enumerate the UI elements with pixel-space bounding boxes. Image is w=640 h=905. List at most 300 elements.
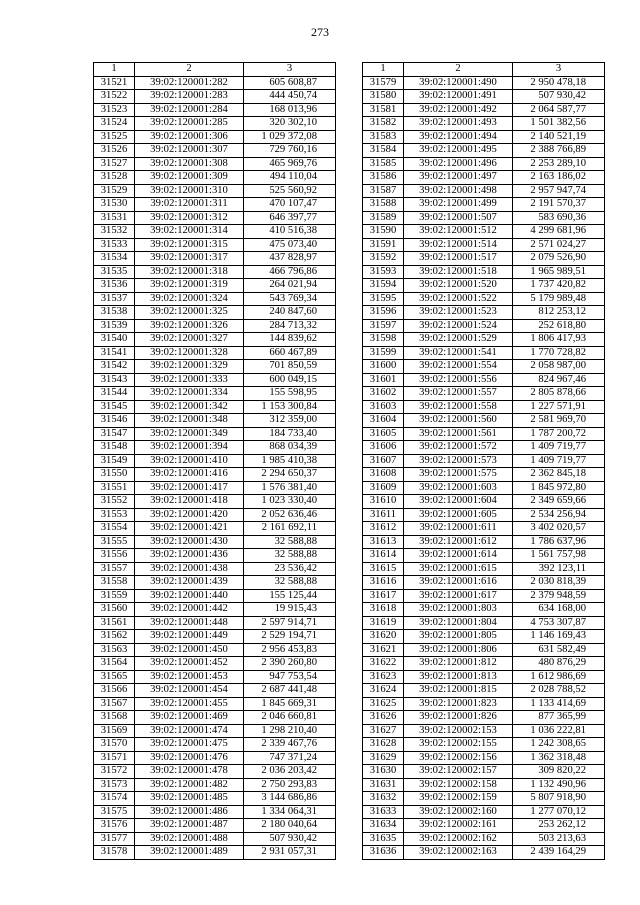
row-number: 31626 (363, 711, 404, 725)
cadastral-value: 1 227 571,91 (513, 400, 605, 414)
cadastral-number: 39:02:120001:319 (135, 279, 244, 293)
row-number: 31562 (94, 630, 135, 644)
cadastral-number: 39:02:120001:326 (135, 319, 244, 333)
cadastral-number: 39:02:120001:394 (135, 441, 244, 455)
cadastral-number: 39:02:120001:410 (135, 454, 244, 468)
cadastral-value: 144 839,62 (244, 333, 336, 347)
table-row (363, 778, 605, 792)
row-number: 31592 (363, 252, 404, 266)
row-number: 31564 (94, 657, 135, 671)
cadastral-number: 39:02:120001:439 (135, 576, 244, 590)
cadastral-number: 39:02:120001:612 (404, 535, 513, 549)
row-number: 31567 (94, 697, 135, 711)
cadastral-value: 480 876,29 (513, 657, 605, 671)
cadastral-value: 312 359,00 (244, 414, 336, 428)
row-number: 31615 (363, 562, 404, 576)
table-row (94, 792, 336, 806)
row-number: 31553 (94, 508, 135, 522)
row-number: 31604 (363, 414, 404, 428)
column-header-number: 1 (94, 63, 135, 77)
row-number: 31531 (94, 211, 135, 225)
cadastral-value: 1 612 986,69 (513, 670, 605, 684)
cadastral-value: 824 967,46 (513, 373, 605, 387)
row-number: 31522 (94, 90, 135, 104)
cadastral-number: 39:02:120001:823 (404, 697, 513, 711)
page-number: 273 (311, 25, 329, 39)
cadastral-number: 39:02:120001:518 (404, 265, 513, 279)
row-number: 31539 (94, 319, 135, 333)
row-number: 31631 (363, 778, 404, 792)
cadastral-number: 39:02:120001:604 (404, 495, 513, 509)
row-number: 31586 (363, 171, 404, 185)
row-number: 31619 (363, 616, 404, 630)
table-row (363, 495, 605, 509)
cadastral-value: 284 713,32 (244, 319, 336, 333)
row-number: 31561 (94, 616, 135, 630)
table-row (94, 738, 336, 752)
cadastral-value: 2 956 453,83 (244, 643, 336, 657)
table-row (94, 468, 336, 482)
cadastral-number: 39:02:120001:487 (135, 819, 244, 833)
row-number: 31606 (363, 441, 404, 455)
row-number: 31620 (363, 630, 404, 644)
row-number: 31636 (363, 846, 404, 860)
table-row (363, 454, 605, 468)
table-row (363, 562, 605, 576)
cadastral-value: 410 516,38 (244, 225, 336, 239)
cadastral-value: 465 969,76 (244, 157, 336, 171)
cadastral-number: 39:02:120001:334 (135, 387, 244, 401)
table-row (94, 454, 336, 468)
cadastral-value: 947 753,54 (244, 670, 336, 684)
row-number: 31532 (94, 225, 135, 239)
row-number: 31598 (363, 333, 404, 347)
cadastral-value: 1 787 200,72 (513, 427, 605, 441)
table-row (363, 589, 605, 603)
table-row (363, 265, 605, 279)
row-number: 31529 (94, 184, 135, 198)
cadastral-number: 39:02:120001:614 (404, 549, 513, 563)
cadastral-value: 155 598,95 (244, 387, 336, 401)
table-row (94, 630, 336, 644)
cadastral-value: 2 079 526,90 (513, 252, 605, 266)
cadastral-value: 729 760,16 (244, 144, 336, 158)
cadastral-value: 2 529 194,71 (244, 630, 336, 644)
cadastral-number: 39:02:120001:421 (135, 522, 244, 536)
cadastral-value: 2 064 587,77 (513, 103, 605, 117)
cadastral-value: 23 536,42 (244, 562, 336, 576)
table-row (363, 360, 605, 374)
table-row (363, 508, 605, 522)
cadastral-value: 2 046 660,81 (244, 711, 336, 725)
table-row (94, 346, 336, 360)
table-row (363, 306, 605, 320)
table-row (363, 184, 605, 198)
cadastral-value: 1 770 728,82 (513, 346, 605, 360)
row-number: 31591 (363, 238, 404, 252)
row-number: 31602 (363, 387, 404, 401)
cadastral-number: 39:02:120001:804 (404, 616, 513, 630)
cadastral-number: 39:02:120001:489 (135, 846, 244, 860)
table-row (94, 832, 336, 846)
row-number: 31617 (363, 589, 404, 603)
cadastral-number: 39:02:120001:449 (135, 630, 244, 644)
table-row (94, 76, 336, 90)
row-number: 31533 (94, 238, 135, 252)
cadastral-value: 1 845 972,80 (513, 481, 605, 495)
row-number: 31578 (94, 846, 135, 860)
table-row (94, 252, 336, 266)
cadastral-number: 39:02:120001:523 (404, 306, 513, 320)
cadastral-value: 2 390 260,80 (244, 657, 336, 671)
cadastral-value: 1 362 318,48 (513, 751, 605, 765)
row-number: 31589 (363, 211, 404, 225)
cadastral-value: 2 957 947,74 (513, 184, 605, 198)
cadastral-number: 39:02:120001:499 (404, 198, 513, 212)
cadastral-value: 507 930,42 (513, 90, 605, 104)
cadastral-number: 39:02:120002:155 (404, 738, 513, 752)
cadastral-value: 4 753 307,87 (513, 616, 605, 630)
row-number: 31623 (363, 670, 404, 684)
cadastral-number: 39:02:120002:161 (404, 819, 513, 833)
cadastral-value: 252 618,80 (513, 319, 605, 333)
cadastral-value: 1 409 719,77 (513, 454, 605, 468)
cadastral-number: 39:02:120002:156 (404, 751, 513, 765)
table-row (363, 711, 605, 725)
cadastral-value: 1 029 372,08 (244, 130, 336, 144)
table-row (94, 292, 336, 306)
cadastral-value: 2 028 788,52 (513, 684, 605, 698)
cadastral-value: 2 571 024,27 (513, 238, 605, 252)
table-row (94, 846, 336, 860)
row-number: 31525 (94, 130, 135, 144)
row-number: 31575 (94, 805, 135, 819)
row-number: 31593 (363, 265, 404, 279)
table-row (363, 738, 605, 752)
table-row (94, 657, 336, 671)
table-row (363, 292, 605, 306)
cadastral-value: 543 769,34 (244, 292, 336, 306)
table-row (94, 157, 336, 171)
table-row (94, 576, 336, 590)
table-row (363, 616, 605, 630)
cadastral-number: 39:02:120001:309 (135, 171, 244, 185)
cadastral-number: 39:02:120001:324 (135, 292, 244, 306)
column-header-number: 1 (363, 63, 404, 77)
table-row (363, 346, 605, 360)
cadastral-number: 39:02:120002:163 (404, 846, 513, 860)
table-row (363, 630, 605, 644)
row-number: 31540 (94, 333, 135, 347)
row-number: 31635 (363, 832, 404, 846)
cadastral-value: 1 965 989,51 (513, 265, 605, 279)
row-number: 31554 (94, 522, 135, 536)
table-row (94, 522, 336, 536)
table-row (94, 225, 336, 239)
row-number: 31551 (94, 481, 135, 495)
cadastral-number: 39:02:120001:283 (135, 90, 244, 104)
cadastral-value: 19 915,43 (244, 603, 336, 617)
cadastral-number: 39:02:120001:806 (404, 643, 513, 657)
table-row (94, 279, 336, 293)
row-number: 31627 (363, 724, 404, 738)
cadastral-number: 39:02:120001:490 (404, 76, 513, 90)
cadastral-number: 39:02:120001:572 (404, 441, 513, 455)
cadastral-number: 39:02:120001:308 (135, 157, 244, 171)
cadastral-value: 1 561 757,98 (513, 549, 605, 563)
row-number: 31573 (94, 778, 135, 792)
row-number: 31580 (363, 90, 404, 104)
cadastral-number: 39:02:120001:611 (404, 522, 513, 536)
row-number: 31576 (94, 819, 135, 833)
cadastral-value: 2 294 650,37 (244, 468, 336, 482)
cadastral-number: 39:02:120001:497 (404, 171, 513, 185)
cadastral-value: 2 750 293,83 (244, 778, 336, 792)
table-row (94, 319, 336, 333)
row-number: 31572 (94, 765, 135, 779)
table-row (363, 468, 605, 482)
cadastral-number: 39:02:120001:448 (135, 616, 244, 630)
cadastral-value: 2 931 057,31 (244, 846, 336, 860)
table-row (94, 697, 336, 711)
row-number: 31594 (363, 279, 404, 293)
cadastral-number: 39:02:120001:440 (135, 589, 244, 603)
cadastral-number: 39:02:120001:498 (404, 184, 513, 198)
row-number: 31550 (94, 468, 135, 482)
table-row (363, 846, 605, 860)
cadastral-number: 39:02:120001:450 (135, 643, 244, 657)
row-number: 31524 (94, 117, 135, 131)
cadastral-number: 39:02:120001:325 (135, 306, 244, 320)
row-number: 31600 (363, 360, 404, 374)
cadastral-value: 2 950 478,18 (513, 76, 605, 90)
cadastral-value: 494 110,04 (244, 171, 336, 185)
cadastral-value: 1 409 719,77 (513, 441, 605, 455)
cadastral-number: 39:02:120001:496 (404, 157, 513, 171)
table-row (94, 400, 336, 414)
cadastral-number: 39:02:120001:469 (135, 711, 244, 725)
cadastral-number: 39:02:120001:285 (135, 117, 244, 131)
cadastral-value: 1 298 210,40 (244, 724, 336, 738)
cadastral-number: 39:02:120001:561 (404, 427, 513, 441)
table-row (363, 76, 605, 90)
cadastral-value: 2 439 164,29 (513, 846, 605, 860)
cadastral-number: 39:02:120001:312 (135, 211, 244, 225)
cadastral-number: 39:02:120001:475 (135, 738, 244, 752)
cadastral-number: 39:02:120001:417 (135, 481, 244, 495)
cadastral-number: 39:02:120001:575 (404, 468, 513, 482)
cadastral-value: 877 365,99 (513, 711, 605, 725)
cadastral-value: 503 213,63 (513, 832, 605, 846)
cadastral-value: 1 277 070,12 (513, 805, 605, 819)
cadastral-number: 39:02:120001:826 (404, 711, 513, 725)
row-number: 31632 (363, 792, 404, 806)
cadastral-value: 444 450,74 (244, 90, 336, 104)
cadastral-number: 39:02:120001:438 (135, 562, 244, 576)
table-row (94, 360, 336, 374)
table-row (363, 225, 605, 239)
cadastral-value: 1 737 420,82 (513, 279, 605, 293)
cadastral-number: 39:02:120001:476 (135, 751, 244, 765)
row-number: 31603 (363, 400, 404, 414)
table-row (363, 549, 605, 563)
table-row (94, 130, 336, 144)
row-number: 31613 (363, 535, 404, 549)
cadastral-value: 2 362 845,18 (513, 468, 605, 482)
cadastral-value: 1 146 169,43 (513, 630, 605, 644)
cadastral-number: 39:02:120001:554 (404, 360, 513, 374)
table-row (363, 198, 605, 212)
table-row (363, 130, 605, 144)
cadastral-number: 39:02:120001:803 (404, 603, 513, 617)
cadastral-value: 32 588,88 (244, 576, 336, 590)
cadastral-number: 39:02:120001:342 (135, 400, 244, 414)
row-number: 31609 (363, 481, 404, 495)
cadastral-number: 39:02:120001:328 (135, 346, 244, 360)
row-number: 31597 (363, 319, 404, 333)
cadastral-value: 631 582,49 (513, 643, 605, 657)
cadastral-number: 39:02:120001:474 (135, 724, 244, 738)
row-number: 31541 (94, 346, 135, 360)
row-number: 31614 (363, 549, 404, 563)
row-number: 31611 (363, 508, 404, 522)
cadastral-number: 39:02:120001:813 (404, 670, 513, 684)
cadastral-number: 39:02:120001:815 (404, 684, 513, 698)
row-number: 31582 (363, 117, 404, 131)
row-number: 31568 (94, 711, 135, 725)
cadastral-number: 39:02:120001:616 (404, 576, 513, 590)
cadastral-value: 605 608,87 (244, 76, 336, 90)
cadastral-number: 39:02:120002:158 (404, 778, 513, 792)
cadastral-number: 39:02:120001:310 (135, 184, 244, 198)
column-header-value: 3 (513, 63, 605, 77)
row-number: 31571 (94, 751, 135, 765)
table-row (363, 522, 605, 536)
table-row (94, 535, 336, 549)
row-number: 31538 (94, 306, 135, 320)
table-row (94, 508, 336, 522)
cadastral-value: 32 588,88 (244, 549, 336, 563)
table-row (94, 481, 336, 495)
row-number: 31581 (363, 103, 404, 117)
cadastral-value: 2 597 914,71 (244, 616, 336, 630)
row-number: 31548 (94, 441, 135, 455)
cadastral-value: 2 030 818,39 (513, 576, 605, 590)
cadastral-number: 39:02:120001:282 (135, 76, 244, 90)
row-number: 31621 (363, 643, 404, 657)
cadastral-value: 32 588,88 (244, 535, 336, 549)
cadastral-number: 39:02:120002:153 (404, 724, 513, 738)
table-row (363, 90, 605, 104)
cadastral-number: 39:02:120001:512 (404, 225, 513, 239)
table-row (94, 603, 336, 617)
cadastral-number: 39:02:120001:573 (404, 454, 513, 468)
cadastral-value: 1 501 382,56 (513, 117, 605, 131)
row-number: 31527 (94, 157, 135, 171)
row-number: 31577 (94, 832, 135, 846)
cadastral-number: 39:02:120001:486 (135, 805, 244, 819)
table-row (363, 832, 605, 846)
cadastral-number: 39:02:120001:327 (135, 333, 244, 347)
row-number: 31574 (94, 792, 135, 806)
table-row (94, 670, 336, 684)
cadastral-value: 1 153 300,84 (244, 400, 336, 414)
row-number: 31630 (363, 765, 404, 779)
cadastral-number: 39:02:120001:329 (135, 360, 244, 374)
table-header-row (363, 63, 605, 77)
cadastral-number: 39:02:120001:315 (135, 238, 244, 252)
right-table (362, 62, 605, 860)
cadastral-number: 39:02:120001:318 (135, 265, 244, 279)
cadastral-value: 1 036 222,81 (513, 724, 605, 738)
cadastral-number: 39:02:120001:605 (404, 508, 513, 522)
cadastral-value: 747 371,24 (244, 751, 336, 765)
row-number: 31534 (94, 252, 135, 266)
table-row (94, 117, 336, 131)
row-number: 31535 (94, 265, 135, 279)
cadastral-number: 39:02:120001:454 (135, 684, 244, 698)
cadastral-value: 2 052 636,46 (244, 508, 336, 522)
cadastral-value: 1 133 414,69 (513, 697, 605, 711)
row-number: 31569 (94, 724, 135, 738)
table-row (363, 103, 605, 117)
cadastral-number: 39:02:120001:418 (135, 495, 244, 509)
cadastral-number: 39:02:120001:514 (404, 238, 513, 252)
table-row (94, 387, 336, 401)
cadastral-number: 39:02:120001:507 (404, 211, 513, 225)
cadastral-value: 466 796,86 (244, 265, 336, 279)
cadastral-number: 39:02:120001:812 (404, 657, 513, 671)
row-number: 31601 (363, 373, 404, 387)
row-number: 31595 (363, 292, 404, 306)
table-row (363, 319, 605, 333)
row-number: 31552 (94, 495, 135, 509)
cadastral-number: 39:02:120001:430 (135, 535, 244, 549)
cadastral-value: 868 034,39 (244, 441, 336, 455)
cadastral-value: 155 125,44 (244, 589, 336, 603)
table-row (363, 684, 605, 698)
table-row (94, 265, 336, 279)
cadastral-value: 1 576 381,40 (244, 481, 336, 495)
left-table-body (94, 76, 336, 859)
row-number: 31546 (94, 414, 135, 428)
cadastral-number: 39:02:120001:493 (404, 117, 513, 131)
row-number: 31523 (94, 103, 135, 117)
cadastral-number: 39:02:120001:420 (135, 508, 244, 522)
cadastral-number: 39:02:120001:541 (404, 346, 513, 360)
row-number: 31537 (94, 292, 135, 306)
table-row (363, 643, 605, 657)
cadastral-value: 264 021,94 (244, 279, 336, 293)
row-number: 31583 (363, 130, 404, 144)
cadastral-value: 5 807 918,90 (513, 792, 605, 806)
table-row (363, 373, 605, 387)
row-number: 31579 (363, 76, 404, 90)
table-row (363, 805, 605, 819)
cadastral-value: 2 349 659,66 (513, 495, 605, 509)
table-row (94, 103, 336, 117)
table-row (363, 157, 605, 171)
table-row (94, 238, 336, 252)
table-row (94, 144, 336, 158)
cadastral-number: 39:02:120001:517 (404, 252, 513, 266)
cadastral-number: 39:02:120001:307 (135, 144, 244, 158)
cadastral-number: 39:02:120001:478 (135, 765, 244, 779)
row-number: 31563 (94, 643, 135, 657)
column-header-cadastral: 2 (404, 63, 513, 77)
cadastral-value: 1 242 308,65 (513, 738, 605, 752)
cadastral-value: 646 397,77 (244, 211, 336, 225)
